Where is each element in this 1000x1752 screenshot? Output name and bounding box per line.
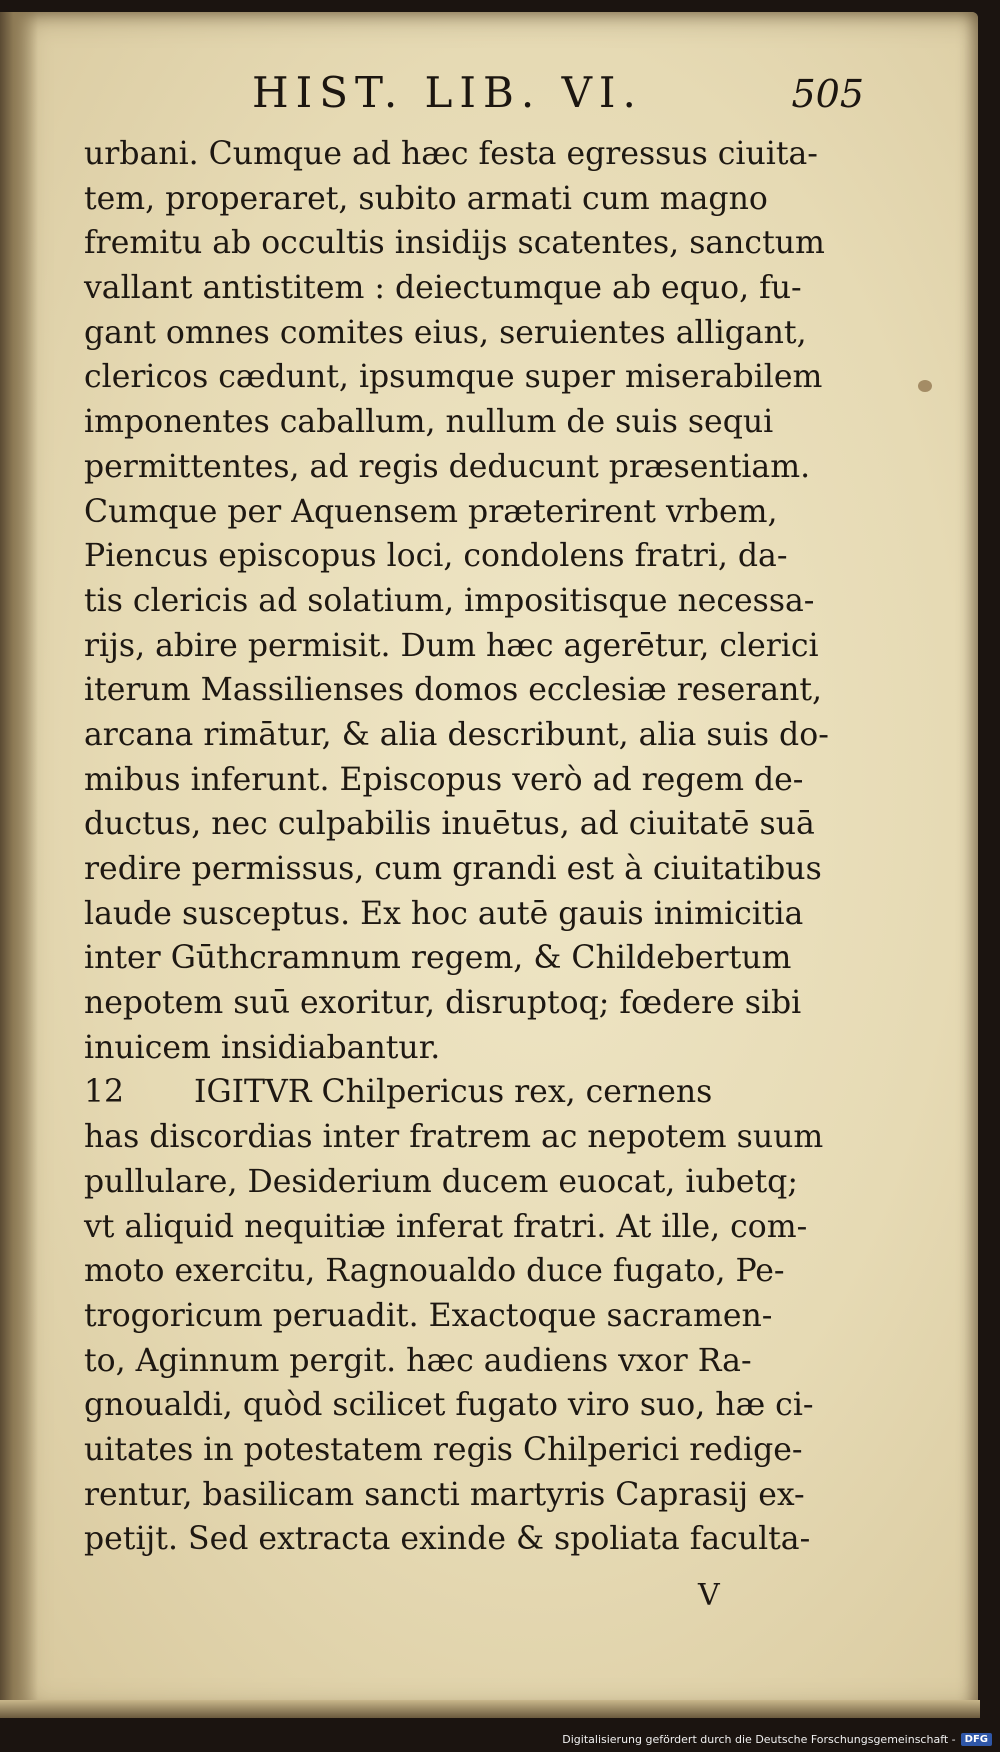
dfg-logo: DFG — [961, 1733, 992, 1746]
body-text — [84, 132, 864, 1562]
text-line: uitates in potestatem regis Chilperici redige- — [84, 1431, 803, 1468]
page-number: 505 — [791, 72, 864, 116]
text-line: vallant antistitem : deiectumque ab equo, fu- — [84, 270, 802, 307]
running-head: HIST. LIB. VI. — [252, 68, 643, 117]
digitization-footer — [562, 1733, 992, 1746]
text-line: mibus inferunt. Episcopus verò ad regem de- — [84, 761, 804, 798]
text-line: Cumque per Aquensem præterirent vrbem, — [84, 493, 778, 530]
text-line: has discordias inter fratrem ac nepotem suum — [84, 1119, 824, 1156]
page-gutter — [0, 12, 38, 1714]
text-line: rijs, abire permisit. Dum hæc agerētur, clerici — [84, 627, 819, 664]
text-line: trogoricum peruadit. Exactoque sacramen- — [84, 1297, 773, 1334]
page-edge — [0, 1700, 980, 1718]
text-line: laude susceptus. Ex hoc autē gauis inimicitia — [84, 895, 804, 932]
chapter-number: 12 — [84, 1074, 125, 1111]
signature-mark: V — [698, 1578, 720, 1613]
text-line: nepotem suū exoritur, disruptoq; fœdere sibi — [84, 985, 802, 1022]
text-line: rentur, basilicam sancti martyris Caprasij ex- — [84, 1476, 805, 1513]
text-line: tis clericis ad solatium, impositisque necessa- — [84, 582, 815, 619]
text-line: ductus, nec culpabilis inuētus, ad ciuitatē suā — [84, 806, 815, 843]
text-line: Piencus episcopus loci, condolens fratri, da- — [84, 538, 788, 575]
chapter-start-line — [84, 1070, 864, 1115]
footer-credit: Digitalisierung gefördert durch die Deutsche Forschungsgemeinschaft - — [562, 1733, 956, 1746]
text-line: gant omnes comites eius, seruientes alligant, — [84, 314, 807, 351]
text-line: inuicem insidiabantur. — [84, 1029, 441, 1066]
text-line: redire permissus, cum grandi est à ciuitatibus — [84, 851, 822, 887]
text-line: clericos cædunt, ipsumque super miserabilem — [84, 359, 823, 396]
text-line: inter Gūthcramnum regem, & Childebertum — [84, 940, 792, 977]
ink-smudge — [918, 380, 932, 392]
text-line: gnoualdi, quòd scilicet fugato viro suo, hæ ci- — [84, 1387, 814, 1424]
text-line: moto exercitu, Ragnoualdo duce fugato, Pe- — [84, 1253, 785, 1290]
text-line: permittentes, ad regis deducunt præsentiam. — [84, 448, 811, 485]
page-header — [84, 68, 864, 138]
text-line: pullulare, Desiderium ducem euocat, iubetq; — [84, 1163, 798, 1200]
text-line: petijt. Sed extracta exinde & spoliata faculta- — [84, 1521, 811, 1558]
text-line: urbani. Cumque ad hæc festa egressus ciuita- — [84, 136, 818, 172]
chapter-first-line: IGITVR Chilpericus rex, cernens — [194, 1074, 713, 1111]
text-line: iterum Massilienses domos ecclesiæ reserant, — [84, 672, 823, 709]
text-line: imponentes caballum, nullum de suis sequi — [84, 404, 774, 441]
text-line: to, Aginnum pergit. hæc audiens vxor Ra- — [84, 1342, 752, 1379]
text-line: tem, properaret, subito armati cum magno — [84, 180, 768, 217]
text-line: vt aliquid nequitiæ inferat fratri. At ille, com- — [84, 1208, 808, 1245]
text-line: arcana rimātur, & alia describunt, alia suis do- — [84, 716, 829, 753]
text-line: fremitu ab occultis insidijs scatentes, sanctum — [84, 225, 825, 262]
